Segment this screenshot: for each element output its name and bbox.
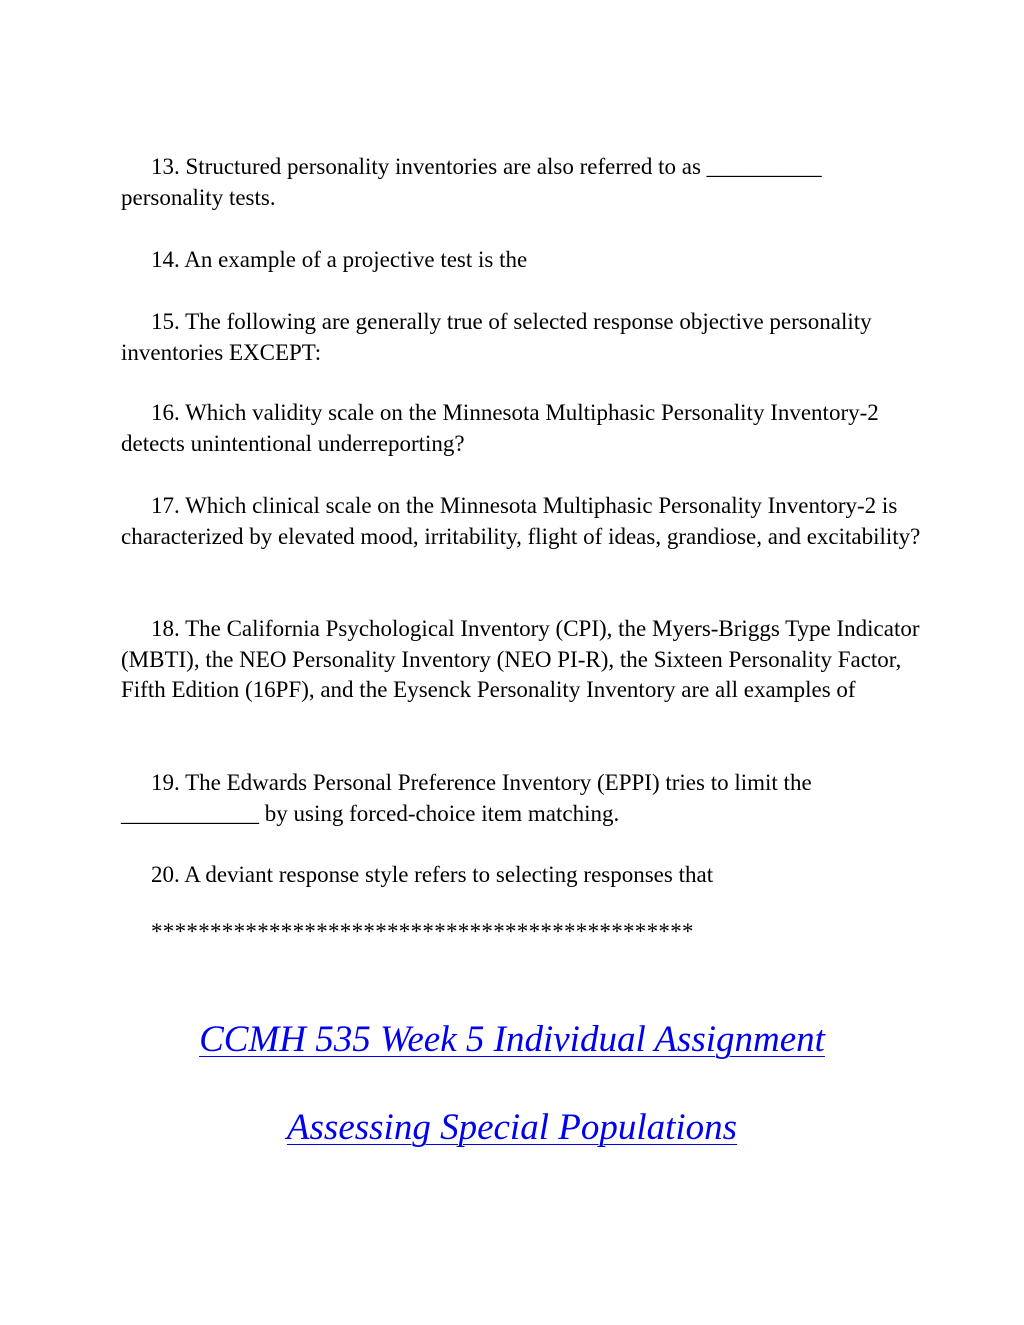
question-19: 19. The Edwards Personal Preference Inventory (EPPI) tries to limit the ____________ by using forced-choice item matching.: [121, 770, 812, 826]
question-14: 14. An example of a projective test is the: [151, 247, 528, 272]
question-15: 15. The following are generally true of selected response objective personality inventories EXCEPT:: [121, 309, 872, 365]
separator-asterisks: **********************************************: [151, 919, 694, 944]
assignment-subtitle-link[interactable]: Assessing Special Populations: [286, 1107, 738, 1148]
assignment-title-link[interactable]: CCMH 535 Week 5 Individual Assignment: [199, 1019, 825, 1060]
question-18: 18. The California Psychological Inventory (CPI), the Myers-Briggs Type Indicator (MBTI), the NEO Personality Inventory (NEO PI-R), the Sixteen Personality Factor, Fifth Edition (16PF), and the Eysenck Personality Inventory are all examples of: [121, 616, 920, 702]
question-16: 16. Which validity scale on the Minnesota Multiphasic Personality Inventory-2 detects unintentional underreporting?: [121, 400, 879, 456]
question-20: 20. A deviant response style refers to selecting responses that: [151, 862, 714, 887]
question-13: 13. Structured personality inventories are also referred to as __________ personality tests.: [121, 154, 822, 210]
question-17: 17. Which clinical scale on the Minnesota Multiphasic Personality Inventory-2 is characterized by elevated mood, irritability, flight of ideas, grandiose, and excitability?: [121, 493, 921, 549]
